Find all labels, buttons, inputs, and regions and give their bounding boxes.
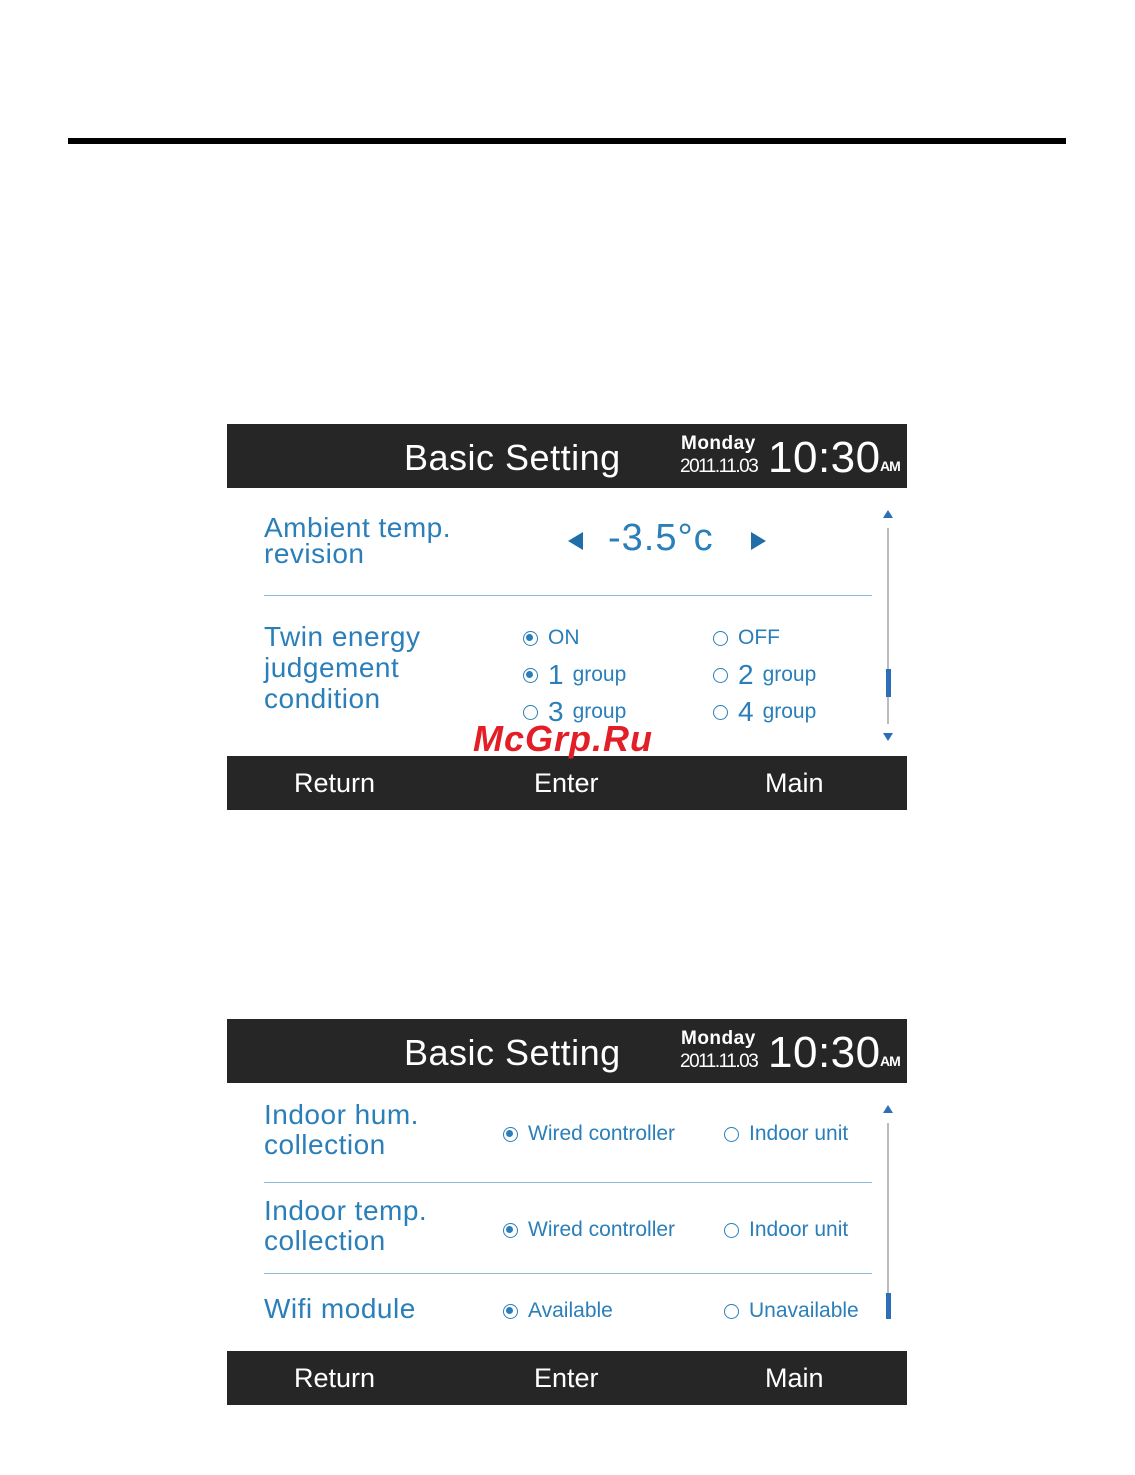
enter-button[interactable]: Enter	[534, 1363, 599, 1393]
radio-on[interactable]: ON	[523, 626, 580, 650]
temp-indoor-unit-radio[interactable]: Indoor unit	[724, 1218, 848, 1242]
triangle-left-icon[interactable]	[568, 532, 583, 550]
radio-selected-icon	[523, 631, 538, 646]
row-divider	[264, 1273, 872, 1274]
scroll-up-icon[interactable]	[883, 1105, 893, 1113]
row-divider	[264, 1182, 872, 1183]
watermark-text: McGrp.Ru	[473, 718, 654, 759]
scroll-up-icon[interactable]	[883, 510, 893, 518]
radio-4-group[interactable]: 4 group	[713, 700, 816, 724]
radio-off[interactable]: OFF	[713, 626, 780, 650]
scrollbar-thumb[interactable]	[886, 669, 891, 697]
triangle-right-icon[interactable]	[751, 532, 766, 550]
am-pm: AM	[880, 458, 900, 474]
radio-1-group[interactable]: 1 group	[523, 663, 626, 687]
radio-unselected-icon	[713, 631, 728, 646]
radio-selected-icon	[503, 1223, 518, 1238]
temp-wired-controller-radio[interactable]: Wired controller	[503, 1218, 675, 1242]
return-button[interactable]: Return	[294, 768, 376, 798]
radio-2-group[interactable]: 2 group	[713, 663, 816, 687]
wifi-module-label: Wifi module	[264, 1293, 416, 1324]
date: 2011.11.03	[680, 456, 758, 477]
top-bar	[227, 424, 907, 488]
radio-unselected-icon	[713, 705, 728, 720]
scroll-down-icon[interactable]	[883, 733, 893, 741]
return-button[interactable]: Return	[294, 1363, 376, 1393]
hum-indoor-unit-radio[interactable]: Indoor unit	[724, 1122, 848, 1146]
bottom-bar	[227, 1351, 907, 1405]
top-bar	[227, 1019, 907, 1083]
indoor-temp-label: Indoor temp. collection	[264, 1195, 428, 1256]
weekday: Monday	[681, 1028, 756, 1049]
bottom-bar	[227, 756, 907, 810]
radio-selected-icon	[503, 1127, 518, 1142]
radio-unselected-icon	[724, 1304, 739, 1319]
indoor-hum-label: Indoor hum. collection	[264, 1099, 419, 1160]
am-pm: AM	[880, 1053, 900, 1069]
twin-energy-label: Twin energy judgement condition	[264, 621, 421, 714]
wifi-available-radio[interactable]: Available	[503, 1299, 613, 1323]
wifi-unavailable-radio[interactable]: Unavailable	[724, 1299, 859, 1323]
radio-unselected-icon	[724, 1223, 739, 1238]
settings-body	[227, 488, 907, 756]
radio-selected-icon	[523, 668, 538, 683]
weekday: Monday	[681, 433, 756, 454]
row-divider	[264, 595, 872, 596]
hum-wired-controller-radio[interactable]: Wired controller	[503, 1122, 675, 1146]
scrollbar-thumb[interactable]	[886, 1293, 891, 1319]
page-header-rule	[68, 138, 1066, 144]
ambient-temp-value: -3.5°c	[608, 517, 714, 559]
basic-setting-screen-2	[227, 1019, 907, 1405]
settings-body	[227, 1083, 907, 1351]
clock-time: 10:30	[768, 1028, 881, 1077]
radio-selected-icon	[503, 1304, 518, 1319]
date: 2011.11.03	[680, 1051, 758, 1072]
ambient-temp-label: Ambient temp. revision	[264, 512, 452, 569]
clock-time: 10:30	[768, 433, 881, 482]
screen-title: Basic Setting	[404, 1032, 621, 1073]
screen-title: Basic Setting	[404, 437, 621, 478]
main-button[interactable]: Main	[765, 1363, 824, 1393]
enter-button[interactable]: Enter	[534, 768, 599, 798]
radio-unselected-icon	[724, 1127, 739, 1142]
main-button[interactable]: Main	[765, 768, 824, 798]
radio-unselected-icon	[713, 668, 728, 683]
radio-3-group[interactable]: 3 group	[523, 700, 626, 724]
scrollbar-track[interactable]	[887, 1123, 889, 1317]
